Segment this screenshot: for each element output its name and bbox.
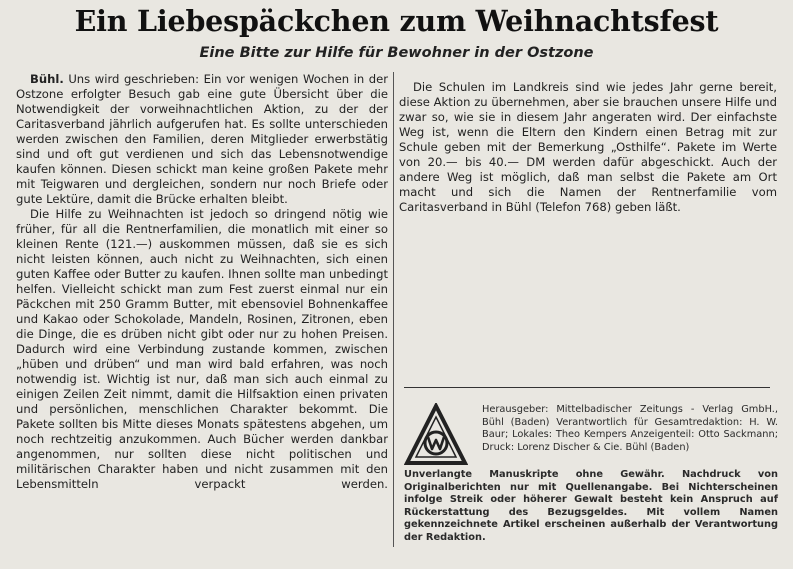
article-paragraph-1 [16,72,388,207]
article-paragraph-3 [399,80,777,215]
article-column-1 [16,72,388,492]
imprint-notice-text: Unverlangte Manuskripte ohne Gewähr. Nachdruck von Originalberichten nur mit Quellenangabe. Bei Nichterscheinen infolge Streik oder höherer Gewalt besteht kein Anspruch auf Rückerstattung des Bezugsgeldes. Mit vollem Namen gekennzeichnete Artikel erscheinen außerhalb der Verantwortung der Redaktion. [404,469,778,543]
headline: Ein Liebespäckchen zum Weihnachtsfest [74,4,719,38]
paragraph-1-text: Uns wird geschrieben: Ein vor wenigen Wochen in der Ostzone erfolgter Besuch gab eine gute Übersicht über die Notwendigkeit der vorweihnachtlichen Aktion, zu der der Caritasverband jährlich aufgerufen hat. Es sollte unterschieden werden zwischen den Familien, deren Mitglieder erwerbstätig sind und oft gut verdienen und sich das Lebensnotwendige kaufen können. Diesen schickt man keine großen Pakete mehr mit Teigwaren und dergleichen, sondern nur noch Briefe oder gute Lektüre, damit die Brücke erhalten bleibt. [16,72,389,206]
subheadline: Eine Bitte zur Hilfe für Bewohner in der Ostzone [199,45,594,61]
publisher-logo-icon [404,403,468,467]
dateline: Bühl. [30,72,64,86]
column-divider [393,72,394,547]
article-paragraph-2 [16,207,388,492]
article-column-2 [399,72,777,215]
paragraph-2-text: Die Hilfe zu Weihnachten ist jedoch so dringend nötig wie früher, für all die Rentnerfamilien, die monatlich mit einer so kleinen Rente (121.—) auskommen müssen, daß sie es sich nicht leisten können, auch nicht zu Weihnachten, sich einen guten Kaffee oder Butter zu kaufen. Ihnen sollte man unbedingt helfen. Vielleicht schickt man zum Fest zuerst einmal nur ein Päckchen mit 250 Gramm Butter, mit ebensoviel Bohnenkaffee und Kakao oder Schokolade, Mandeln, Rosinen, Zitronen, eben die Dinge, die es drüben nicht gibt oder nur zu hohen Preisen. Dadurch wird eine Verbindung zustande kommen, zwischen „hüben und drüben“ und man wird bald erfahren, was noch notwendig ist. Wichtig ist nur, daß man sich auch einmal zu einigen Zeilen Zeit nimmt, damit die Hilfsaktion einen privaten und persönlichen, menschlichen Charakter bekommt. Die Pakete sollten bis Mitte dieses Monats spätestens abgehen, um noch rechtzeitig anzukommen. Auch Bücher werden dankbar angenommen, nur sollten diese nicht politischen und militärischen Charakter haben und nicht zusammen mit den Lebensmitteln verpackt werden. [16,207,388,491]
paragraph-3-text: Die Schulen im Landkreis sind wie jedes Jahr gerne bereit, diese Aktion zu übernehmen, aber sie brauchen unsere Hilfe und zwar so, wie sie in diesem Jahr angeraten wird. Der einfachste Weg ist, wenn die Eltern den Kindern einen Betrag mit zur Schule geben mit der Bemerkung „Osthilfe“. Pakete im Werte von 20.— bis 40.— DM werden dafür abgeschickt. Auch der andere Weg ist möglich, daß man selbst die Pakete am Ort macht und sich die Namen der Rentnerfamilie vom Caritasverband in Bühl (Telefon 768) geben läßt. [399,80,777,214]
imprint-rule [404,387,770,388]
imprint-publisher-text: Herausgeber: Mittelbadischer Zeitungs - Verlag GmbH., Bühl (Baden) Verantwortlich für Gesamtredaktion: H. W. Baur; Lokales: Theo Kempers Anzeigenteil: Otto Sackmann; Druck: Lorenz Discher & Cie. Bühl (Baden) [482,404,778,453]
